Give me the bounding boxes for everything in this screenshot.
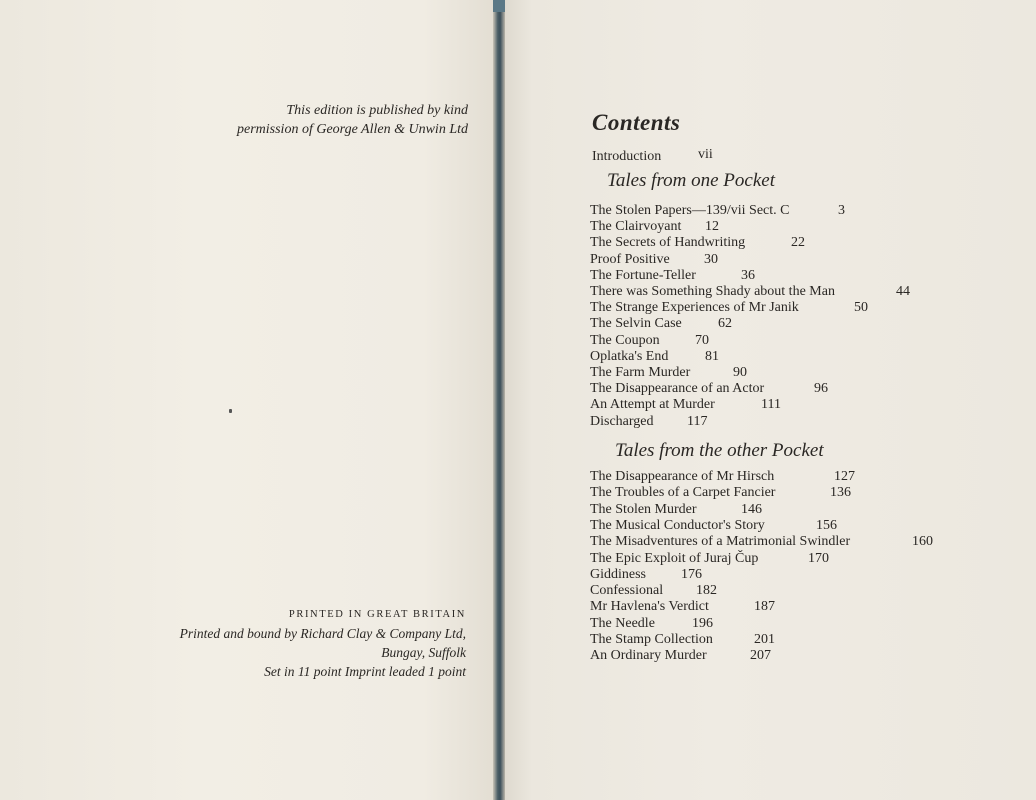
introduction-page: vii [698, 147, 713, 162]
toc-entry-title: Proof Positive [590, 251, 670, 267]
toc-entry-title: The Stolen Papers—139/vii Sect. C [590, 203, 790, 218]
toc-entry-page: 30 [704, 251, 718, 267]
toc-entry-page: 117 [687, 413, 708, 429]
toc-entry-title: The Stamp Collection [590, 632, 713, 647]
toc-entry-title: The Misadventures of a Matrimonial Swindler [590, 534, 851, 550]
toc-entry-page: 196 [692, 615, 713, 631]
toc-entry-title: Oplatka's End [590, 348, 669, 364]
edition-notice-line: This edition is published by kind [286, 103, 468, 118]
edition-notice-line: permission of George Allen & Unwin Ltd [237, 122, 468, 137]
toc-entry-page: 127 [834, 469, 855, 484]
book-spine [493, 0, 505, 800]
toc-entry-title: The Coupon [590, 332, 660, 348]
toc-entry-page: 176 [681, 566, 702, 582]
toc-entry-title: The Strange Experiences of Mr Janik [590, 300, 799, 316]
printer-line: Set in 11 point Imprint leaded 1 point [264, 664, 466, 679]
printed-in-label: PRINTED IN GREAT BRITAIN [288, 609, 466, 620]
toc-entry-title: The Needle [590, 615, 655, 631]
toc-entry-page: 12 [705, 219, 719, 235]
toc-entry-title: Giddiness [590, 566, 646, 582]
toc-entry-title: The Musical Conductor's Story [590, 517, 765, 533]
toc-entry-page: 170 [808, 550, 829, 566]
toc-entry-page: 36 [741, 267, 755, 283]
printer-line: Bungay, Suffolk [381, 645, 466, 660]
toc-entry-title: An Ordinary Murder [590, 648, 707, 664]
printer-line: Printed and bound by Richard Clay & Company Ltd, [179, 626, 466, 641]
left-page [0, 0, 498, 800]
toc-entry-title: The Epic Exploit of Juraj Čup [590, 550, 759, 566]
toc-entry-page: 81 [705, 348, 719, 364]
toc-entry-page: 62 [718, 316, 732, 332]
toc-entry-page: 187 [754, 599, 775, 615]
toc-entry-title: Mr Havlena's Verdict [590, 599, 709, 615]
introduction-title: Introduction [592, 149, 662, 164]
toc-entry-page: 50 [854, 300, 868, 316]
contents-title: Contents [592, 110, 681, 135]
toc-entry-title: There was Something Shady about the Man [590, 284, 835, 299]
ink-speck [229, 409, 232, 413]
toc-entry-title: The Stolen Murder [590, 501, 697, 517]
toc-entry-title: The Disappearance of Mr Hirsch [590, 469, 775, 484]
toc-entry-title: The Clairvoyant [590, 219, 682, 235]
toc-entry-title: The Troubles of a Carpet Fancier [590, 485, 776, 501]
toc-entry-page: 3 [838, 203, 845, 218]
toc-entry-title: The Selvin Case [590, 316, 682, 332]
toc-entry-page: 22 [791, 235, 805, 251]
toc-entry-page: 70 [695, 332, 709, 348]
section-heading: Tales from one Pocket [607, 170, 775, 191]
toc-entry-page: 146 [741, 501, 762, 517]
toc-entry-page: 160 [912, 534, 933, 550]
toc-entry-title: The Secrets of Handwriting [590, 235, 746, 251]
toc-entry-title: An Attempt at Murder [590, 397, 715, 413]
toc-entry-page: 182 [696, 583, 717, 599]
book-spine-top [493, 0, 505, 12]
toc-entry-page: 201 [754, 632, 775, 647]
toc-entry-title: The Disappearance of an Actor [590, 381, 765, 397]
edition-notice [168, 101, 468, 139]
toc-entry-title: The Fortune-Teller [590, 267, 696, 283]
toc-entry-page: 207 [750, 648, 771, 664]
toc-entry-title: Confessional [590, 583, 664, 599]
toc-entry-page: 96 [814, 381, 828, 397]
printer-notice [106, 605, 466, 681]
toc-entry-page: 136 [830, 485, 851, 501]
toc-entry-title: Discharged [590, 413, 654, 429]
toc-entry-page: 90 [733, 365, 747, 380]
toc-entry-page: 44 [896, 284, 910, 299]
toc-entry-page: 156 [816, 517, 837, 533]
toc-entry-title: The Farm Murder [590, 365, 691, 380]
section-heading: Tales from the other Pocket [615, 440, 824, 461]
toc-entry-page: 111 [761, 397, 781, 413]
